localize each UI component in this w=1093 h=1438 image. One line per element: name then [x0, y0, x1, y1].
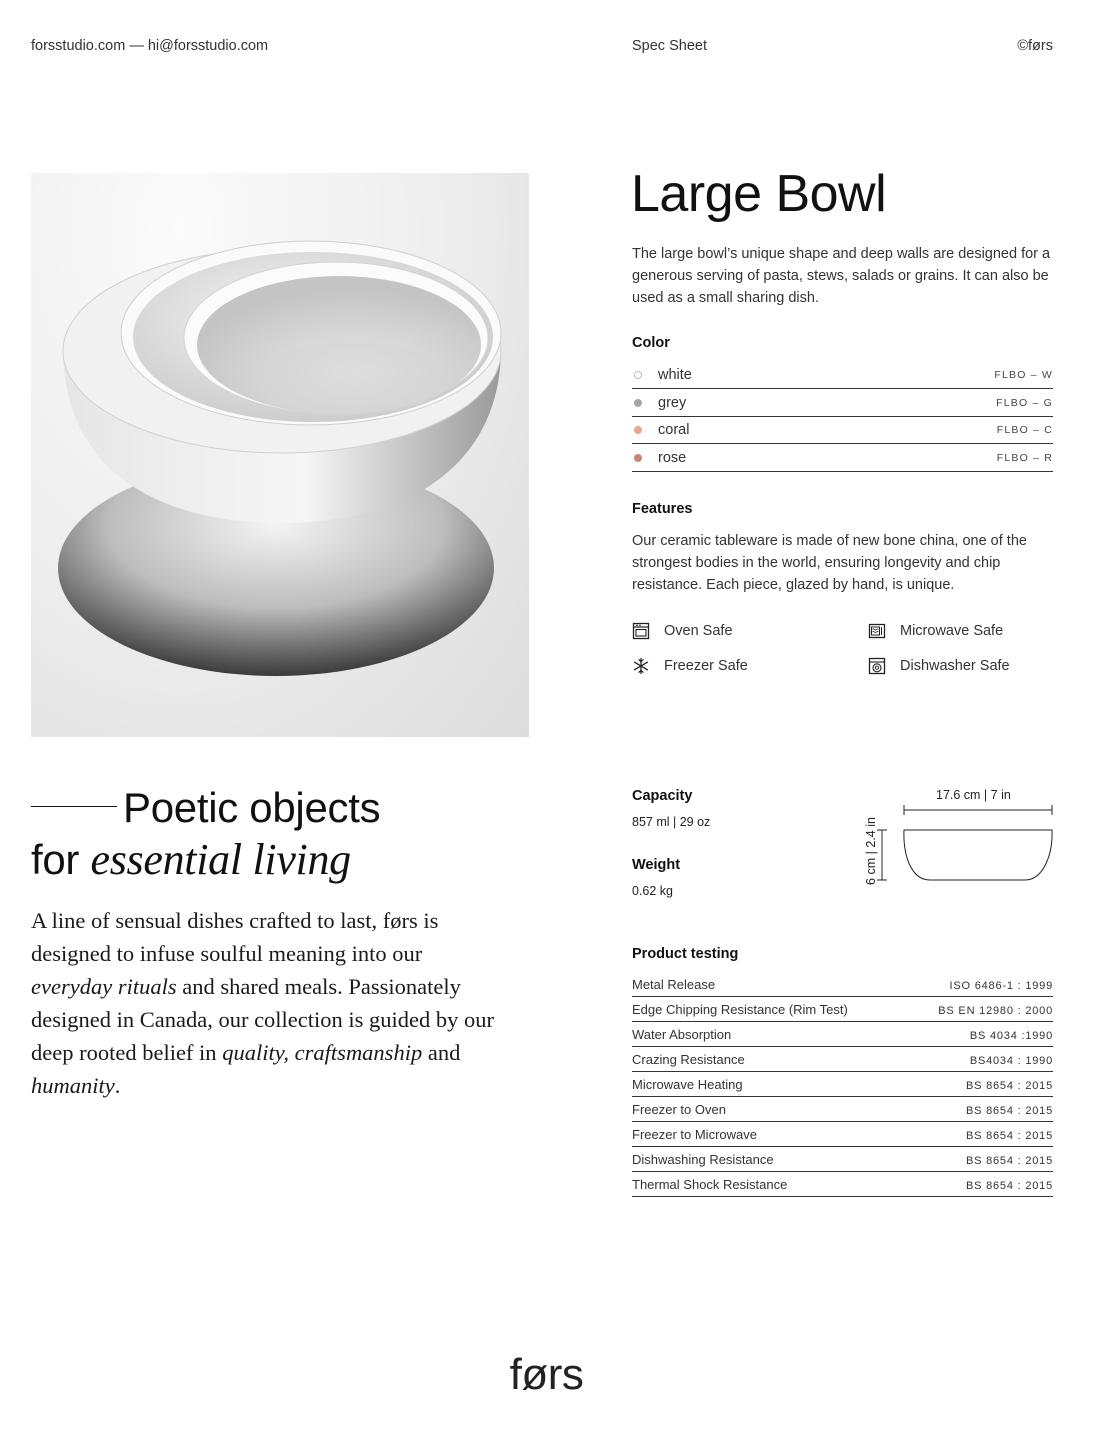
diagram-width-label: 17.6 cm | 7 in: [936, 788, 1011, 802]
header-doc-type: Spec Sheet: [632, 38, 707, 54]
capacity-label: Capacity: [632, 788, 693, 804]
color-option-coral[interactable]: [632, 417, 1053, 444]
test-standard: ISO 6486-1 : 1999: [949, 980, 1053, 992]
test-standard: BS 4034 :1990: [969, 1030, 1053, 1042]
color-name: coral: [658, 422, 690, 438]
color-label: Color: [632, 335, 670, 351]
color-code: FLBO – G: [996, 396, 1053, 409]
test-standard: BS 8654 : 2015: [965, 1130, 1053, 1142]
intro-italic: humanity: [31, 1073, 115, 1098]
brand-logo: førs: [509, 1350, 584, 1399]
weight-label: Weight: [632, 857, 681, 873]
product-photo: [31, 173, 529, 737]
feature-label: Microwave Safe: [900, 623, 1004, 639]
test-name: Thermal Shock Resistance: [632, 1177, 788, 1192]
table-row: [632, 1097, 1053, 1122]
table-row: [632, 1147, 1053, 1172]
intro-italic: everyday rituals: [31, 974, 177, 999]
test-name: Edge Chipping Resistance (Rim Test): [632, 1002, 848, 1017]
test-name: Microwave Heating: [632, 1077, 743, 1092]
bowl-dimension-diagram: [875, 800, 1060, 890]
swatch-white: [634, 371, 642, 379]
test-name: Freezer to Oven: [632, 1102, 726, 1117]
color-option-white[interactable]: [632, 362, 1053, 389]
table-row: [632, 1072, 1053, 1097]
test-standard: BS 8654 : 2015: [965, 1155, 1053, 1167]
tagline-line1: Poetic objects: [123, 784, 381, 831]
nested-bowls-image: [31, 173, 529, 737]
intro-text: .: [114, 1073, 121, 1098]
table-row: [632, 997, 1053, 1022]
test-standard: BS EN 12980 : 2000: [938, 1005, 1053, 1017]
table-row: [632, 1122, 1053, 1147]
product-description: The large bowl’s unique shape and deep walls are designed for a generous serving of pasta, stews, salads or grains. It can also be used as a small sharing dish.: [632, 246, 1051, 306]
table-row: [632, 1047, 1053, 1072]
table-row: [632, 1172, 1053, 1197]
snowflake-icon: [632, 657, 650, 675]
test-standard: BS4034 : 1990: [969, 1055, 1053, 1067]
test-name: Freezer to Microwave: [632, 1127, 757, 1142]
color-code: FLBO – W: [994, 369, 1053, 381]
feature-dishwasher-safe: [868, 657, 1010, 675]
color-code: FLBO – C: [996, 424, 1053, 436]
intro-text: A line of sensual dishes crafted to last, førs is designed to infuse soulful meaning into our: [31, 908, 439, 966]
intro-italic: quality, craftsmanship: [222, 1040, 423, 1065]
feature-freezer-safe: [632, 657, 748, 675]
test-name: Water Absorption: [632, 1027, 732, 1042]
test-standard: BS 8654 : 2015: [965, 1180, 1053, 1192]
testing-table: [632, 972, 1053, 1197]
header-contact[interactable]: forsstudio.com — hi@forsstudio.com: [31, 38, 269, 54]
tagline-headline: [31, 782, 380, 886]
color-name: rose: [658, 449, 687, 466]
color-name: white: [658, 367, 692, 383]
testing-label: Product testing: [632, 946, 739, 962]
test-standard: BS 8654 : 2015: [965, 1105, 1053, 1117]
capacity-value: 857 ml | 29 oz: [632, 815, 711, 829]
swatch-grey: [634, 399, 642, 407]
diagram-height-label: 6 cm | 2.4 in: [864, 817, 878, 885]
color-option-rose[interactable]: [632, 445, 1053, 472]
intro-text: and: [427, 1040, 461, 1065]
swatch-coral: [634, 426, 642, 434]
dishwasher-icon: [868, 657, 886, 675]
table-row: [632, 972, 1053, 997]
header-copyright: ©førs: [1017, 38, 1053, 54]
feature-label: Freezer Safe: [664, 658, 748, 674]
product-title: Large Bowl: [631, 165, 887, 223]
feature-label: Dishwasher Safe: [900, 658, 1010, 674]
features-text: Our ceramic tableware is made of new bone china, one of the strongest bodies in the world, ensuring longevity and chip resistance. Each piece, glazed by hand, is unique.: [632, 533, 1027, 593]
color-code: FLBO – R: [996, 451, 1053, 464]
intro-text: and shared meals. Passionately designed in Canada, our collection is guided by our deep rooted belief in: [31, 974, 495, 1065]
tagline-line2-plain: for: [31, 836, 80, 883]
swatch-rose: [634, 454, 642, 462]
feature-microwave-safe: [868, 622, 1003, 640]
test-standard: BS 8654 : 2015: [965, 1080, 1053, 1092]
microwave-icon: [868, 622, 886, 640]
color-option-grey[interactable]: [632, 390, 1053, 417]
oven-icon: [632, 622, 650, 640]
intro-paragraph: [31, 904, 501, 1102]
test-name: Metal Release: [632, 977, 716, 992]
tagline-line2-italic: essential living: [90, 835, 351, 884]
table-row: [632, 1022, 1053, 1047]
test-name: Crazing Resistance: [632, 1052, 745, 1067]
feature-label: Oven Safe: [664, 623, 733, 639]
headline-rule: [31, 806, 117, 807]
color-list: [632, 362, 1053, 472]
weight-value: 0.62 kg: [632, 884, 674, 898]
color-name: grey: [658, 394, 687, 411]
feature-oven-safe: [632, 622, 733, 640]
features-label: Features: [632, 501, 693, 517]
test-name: Dishwashing Resistance: [632, 1152, 774, 1167]
